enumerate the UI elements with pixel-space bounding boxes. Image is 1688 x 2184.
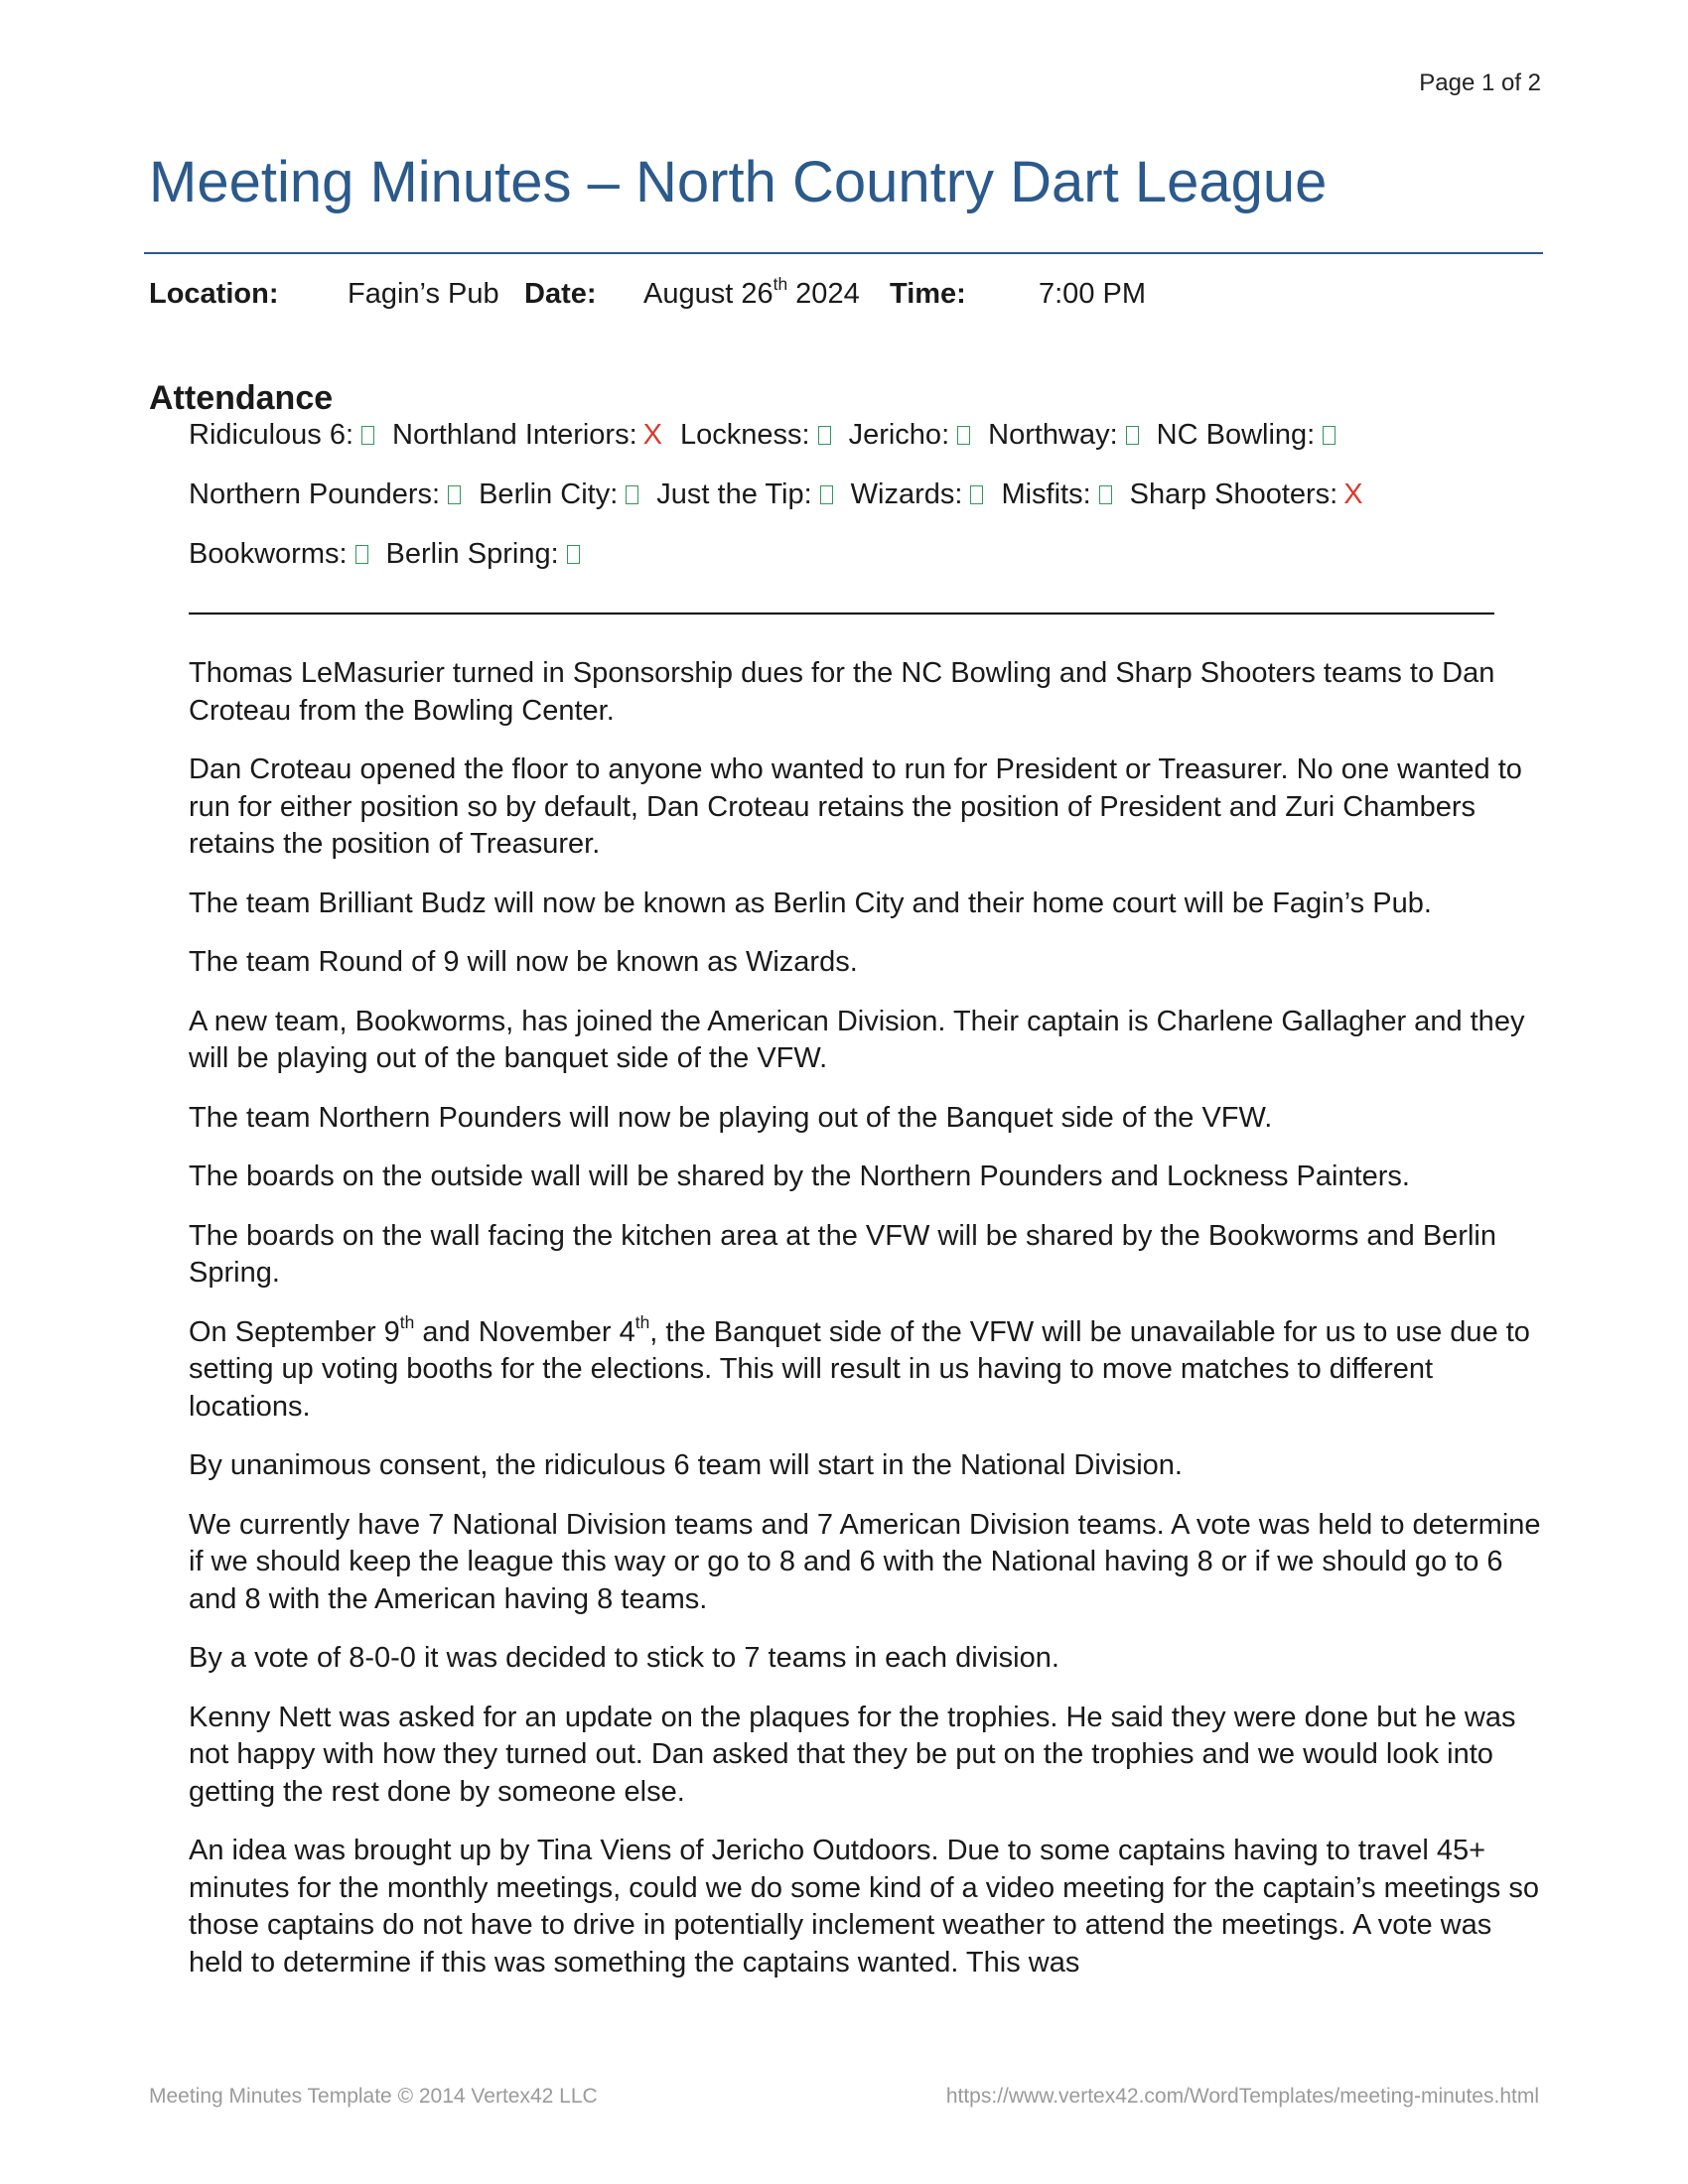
team-name: Just the Tip: [656,478,812,510]
attendance-entry [988,419,1139,451]
attendance-entry [392,419,662,451]
present-checkbox-icon [1323,426,1336,445]
minutes-body [189,655,1554,2003]
title-divider [144,252,1543,254]
attendance-entry [386,538,580,570]
team-name: Jericho: [848,419,950,451]
present-checkbox-icon [626,485,638,504]
attendance-entry [1130,478,1363,510]
minutes-paragraph: Thomas LeMasurier turned in Sponsorship dues for the NC Bowling and Sharp Shooters teams to Dan Croteau from the Bowling Center. [189,657,1495,727]
present-checkbox-icon [1126,426,1139,445]
date-value-main: August 26 [643,278,774,310]
paragraph-text: On September 9 [189,1315,400,1348]
minutes-paragraph: The boards on the wall facing the kitchen area at the VFW will be shared by the Bookworms and Berlin Spring. [189,1219,1496,1289]
team-name: Lockness: [680,419,810,451]
present-checkbox-icon [361,426,374,445]
present-checkbox-icon [818,426,831,445]
date-value [643,274,860,311]
present-checkbox-icon [567,545,580,564]
attendance-heading: Attendance [149,379,334,417]
location-label: Location: [149,278,279,310]
team-name: Berlin Spring: [385,538,559,570]
team-name: Ridiculous 6: [189,419,354,451]
minutes-paragraph: The team Northern Pounders will now be playing out of the Banquet side of the VFW. [189,1101,1273,1134]
minutes-paragraph: A new team, Bookworms, has joined the American Division. Their captain is Charlene Gallagher and they will be playing out of the banquet side of the VFW. [189,1005,1525,1074]
attendance-entry [479,478,638,510]
team-name: Sharp Shooters: [1129,478,1338,510]
document-title: Meeting Minutes – North Country Dart League [149,150,1328,214]
team-name: Northway: [988,419,1118,451]
attendance-entry [849,419,971,451]
date-value-year: 2024 [787,278,860,310]
team-name: Berlin City: [479,478,619,510]
attendance-entry [189,538,368,570]
minutes-paragraph: The boards on the outside wall will be shared by the Northern Pounders and Lockness Painters. [189,1160,1410,1192]
paragraph-text: , the Banquet side of the VFW will be unavailable for us to use due to setting up voting booths for the elections. This will result in us having to move matches to different locations. [189,1315,1530,1423]
team-name: Northland Interiors: [392,419,637,451]
date-label: Date: [524,278,597,310]
date-value-suffix: th [773,274,788,295]
minutes-paragraph: Kenny Nett was asked for an update on the plaques for the trophies. He said they were done but he was not happy with how they turned out. Dan asked that they be put on the trophies and we would look into getting the rest done by someone else. [189,1701,1516,1808]
team-name: Misfits: [1001,478,1091,510]
minutes-paragraph: An idea was brought up by Tina Viens of Jericho Outdoors. Due to some captains having to travel 45+ minutes for the monthly meetings, could we do some kind of a video meeting for the captain’s meetings so those captains do not have to drive in potentially inclement weather to attend the meetings. A vote was held to determine if this was something the captains wanted. This was [189,1835,1539,1979]
absent-mark-icon: X [1343,478,1363,510]
minutes-paragraph: The team Brilliant Budz will now be known as Berlin City and their home court will be Fagin’s Pub. [189,887,1432,919]
attendance-entry [189,478,461,510]
attendance-line-2 [189,478,1381,511]
minutes-paragraph: The team Round of 9 will now be known as Wizards. [189,946,858,978]
location-value: Fagin’s Pub [348,278,499,310]
time-label: Time: [890,278,966,310]
present-checkbox-icon [448,485,461,504]
ordinal-suffix: th [634,1311,650,1332]
attendance-entry [1157,419,1336,451]
minutes-paragraph: By a vote of 8-0-0 it was decided to stick to 7 teams in each division. [189,1642,1059,1674]
minutes-paragraph [189,1311,1554,1427]
attendance-divider [189,613,1494,614]
footer-template-url: https://www.vertex42.com/WordTemplates/meeting-minutes.html [945,2085,1539,2108]
attendance-line-1 [189,419,1353,452]
minutes-paragraph: Dan Croteau opened the floor to anyone who wanted to run for President or Treasurer. No one wanted to run for either position so by default, Dan Croteau retains the position of President and Zuri Chambers retains the position of Treasurer. [189,753,1522,860]
page-number: Page 1 of 2 [1419,69,1541,96]
present-checkbox-icon [820,485,833,504]
time-value: 7:00 PM [1039,278,1146,310]
team-name: Bookworms: [189,538,348,570]
paragraph-text: and November 4 [414,1315,635,1348]
present-checkbox-icon [970,485,983,504]
ordinal-suffix: th [399,1311,415,1332]
attendance-entry [851,478,984,510]
attendance-line-3 [189,538,598,571]
footer-template-credit: Meeting Minutes Template © 2014 Vertex42 LLC [149,2085,598,2108]
attendance-entry [680,419,831,451]
present-checkbox-icon [957,426,970,445]
minutes-paragraph: By unanimous consent, the ridiculous 6 team will start in the National Division. [189,1449,1183,1481]
team-name: Northern Pounders: [189,478,441,510]
present-checkbox-icon [1099,485,1112,504]
minutes-paragraph: We currently have 7 National Division teams and 7 American Division teams. A vote was held to determine if we should keep the league this way or go to 8 and 6 with the National having 8 or if we should go to 6 and 8 with the American having 8 teams. [189,1508,1541,1615]
absent-mark-icon: X [642,419,662,451]
attendance-entry [189,419,374,451]
attendance-entry [1001,478,1111,510]
attendance-entry [656,478,832,510]
present-checkbox-icon [355,545,368,564]
team-name: Wizards: [850,478,963,510]
team-name: NC Bowling: [1156,419,1316,451]
